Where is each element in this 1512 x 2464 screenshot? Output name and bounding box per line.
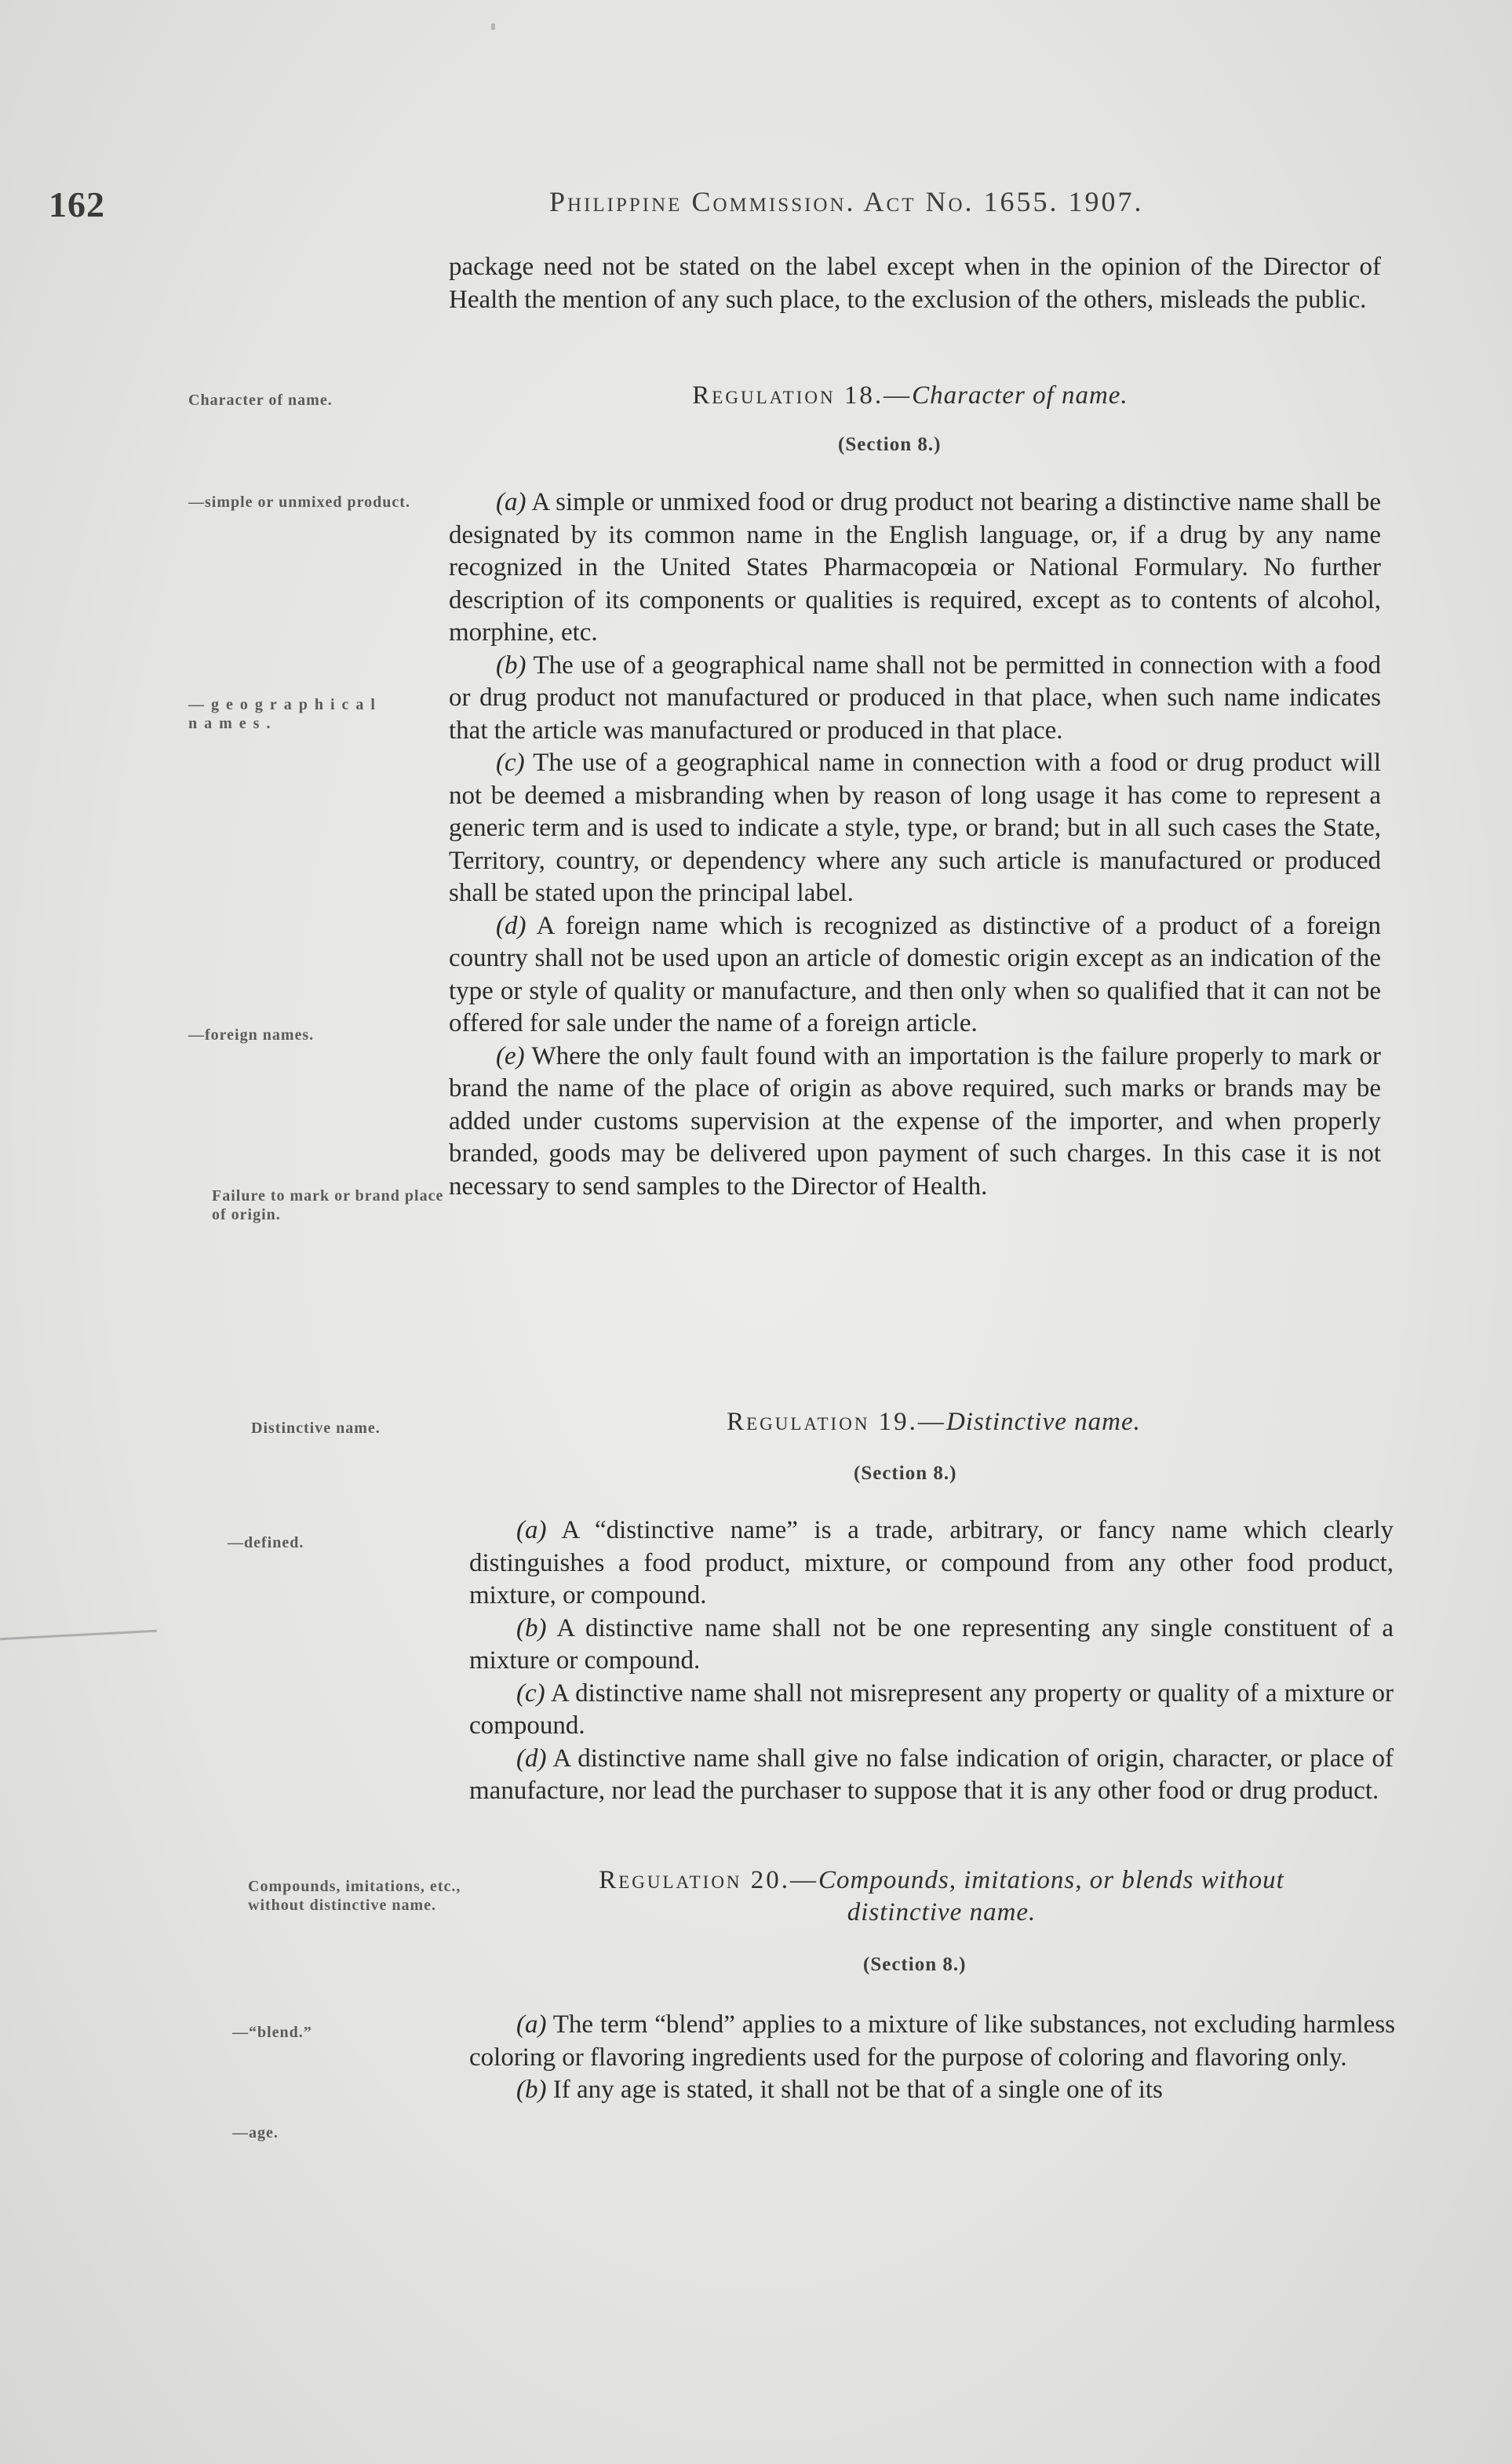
regulation-18-body [449, 487, 1381, 1203]
intro-paragraph: package need not be stated on the label except when in the opinion of the Director of Health the mention of any such place, to the exclusion of the others, misleads the public. [449, 253, 1381, 314]
margin-note-blend: —“blend.” [232, 2024, 312, 2041]
regulation-20-body [469, 2009, 1395, 2107]
regulation-19-section: (Section 8.) [854, 1463, 957, 1484]
regulation-19-prefix: Regulation 19.— [727, 1408, 946, 1436]
regulation-18-item-a: (a) A simple or unmixed food or drug product not bearing a distinctive name shall be designated by its common name in the English language, or, if a drug by any name recognized in the United States Pharmacopœia or National Formulary. No further description of its components or qualities is required, except as to contents of alcohol, morphine, etc. [449, 488, 1381, 647]
regulation-19-item-c: (c) A distinctive name shall not misrepresent any property or quality of a mixture or compound. [469, 1679, 1394, 1740]
scan-artifact-dot [491, 24, 495, 30]
regulation-18-item-b: (b) The use of a geographical name shall not be permitted in connection with a food or drug product not manufactured or produced in that place, when such name indicates that the article was manufactured or produced in that place. [449, 651, 1381, 745]
margin-note-geographical-names: —geographical names. [188, 696, 382, 732]
regulation-20-item-b: (b) If any age is stated, it shall not be that of a single one of its [516, 2076, 1163, 2104]
regulation-19-heading [565, 1408, 1303, 1437]
regulation-18-section: (Section 8.) [838, 434, 942, 455]
regulation-19-item-b: (b) A distinctive name shall not be one representing any single constituent of a mixture or compound. [469, 1613, 1394, 1675]
regulation-18-item-e: (e) Where the only fault found with an importation is the failure properly to mark or brand the name of the place of origin as above required, such marks or brands may be added under customs supervision at the expense of the importer, and when properly branded, goods may be delivered upon payment of such charges. In this case it is not necessary to send samples to the Director of Health. [449, 1041, 1381, 1201]
regulation-20-title-line1: Compounds, imitations, or blends without [818, 1866, 1284, 1894]
margin-note-foreign-names: —foreign names. [188, 1026, 315, 1044]
regulation-19-item-d: (d) A distinctive name shall give no false indication of origin, character, or place of manufacture, nor lead the purchaser to suppose that it is any other food or drug product. [469, 1744, 1394, 1805]
margin-note-age: —age. [232, 2124, 279, 2141]
scan-artifact-line [0, 1630, 157, 1640]
regulation-19-item-a: (a) A “distinctive name” is a trade, arbitrary, or fancy name which clearly distinguishes a food product, mixture, or compound from any other food product, mixture, or compound. [469, 1516, 1394, 1609]
margin-note-distinctive-name: Distinctive name. [251, 1420, 381, 1437]
margin-note-character-of-name: Character of name. [188, 392, 333, 409]
margin-note-defined: —defined. [228, 1534, 304, 1551]
regulation-20-title-line2: distinctive name. [847, 1898, 1037, 1926]
regulation-19-body [469, 1514, 1394, 1808]
regulation-19-title: Distinctive name. [945, 1408, 1141, 1436]
regulation-20-section: (Section 8.) [863, 1954, 967, 1975]
page-number: 162 [49, 184, 105, 224]
regulation-18-item-c: (c) The use of a geographical name in connection with a food or drug product will not be deemed a misbranding when by reason of long usage it has come to represent a generic term and is used to indicate a style, type, or brand; but in all such cases the State, Territory, country, or dependency where any such article is manufactured or produced shall be stated upon the principal label. [449, 749, 1381, 907]
regulation-20-item-a: (a) The term “blend” applies to a mixture of like substances, not excluding harmless coloring or flavoring ingredients used for the purpose of coloring and flavoring only. [469, 2010, 1395, 2072]
regulation-20-prefix: Regulation 20.— [599, 1866, 819, 1894]
margin-note-failure-to-mark: Failure to mark or brand place of origin. [212, 1187, 444, 1223]
regulation-18-heading [541, 381, 1279, 410]
regulation-18-prefix: Regulation 18.— [692, 381, 913, 410]
regulation-20-heading [486, 1866, 1397, 1927]
running-head: Philippine Commission. Act No. 1655. 1907. [549, 186, 1144, 217]
regulation-18-title: Character of name. [912, 381, 1128, 410]
margin-note-simple-product: —simple or unmixed product. [188, 494, 410, 511]
margin-note-compounds: Compounds, imitations, etc., without distinctive name. [248, 1878, 461, 1914]
regulation-18-item-d: (d) A foreign name which is recognized as distinctive of a product of a foreign country shall not be used upon an article of domestic origin except as an indication of the type or style of quality or manufacture, and then only when so qualified that it can not be offered for sale under the name of a foreign article. [449, 911, 1381, 1037]
